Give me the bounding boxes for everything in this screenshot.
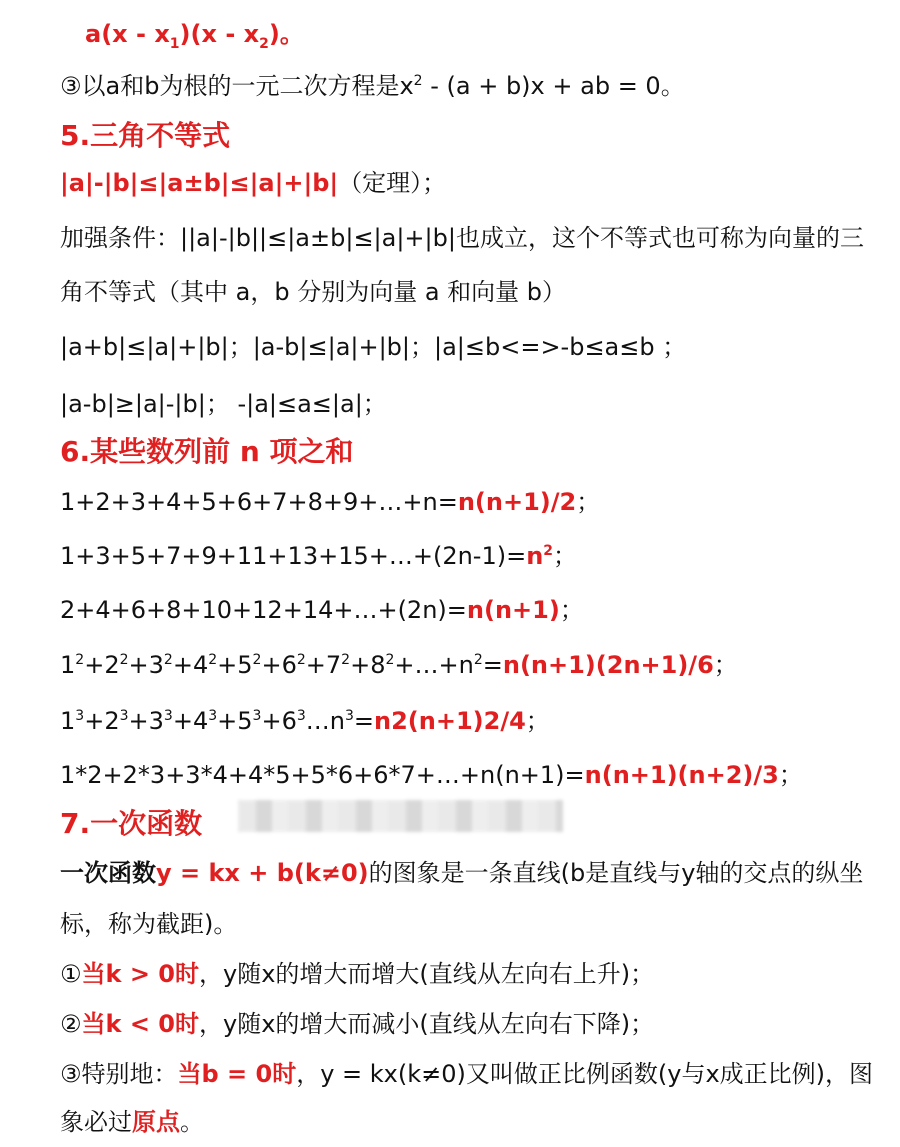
formula-factored: $a(x - x_1)(x - x_2)$。 (85, 20, 304, 52)
power-term: 2 (104, 651, 120, 679)
sum-odd: $1+3+5+7+9+11+13+15+\dots+(2n-1)=n^2$； (60, 542, 578, 570)
power-term: 5 (237, 651, 253, 679)
power-term: 6 (281, 651, 297, 679)
sum-products: 1*2+2*3+3*4+4*5+5*6+6*7+…+n(n+1)=n(n+1)(n+2)/3； (60, 761, 803, 789)
power-term: 1 (60, 707, 76, 735)
k-positive-rule: ①当k > 0时，y随x的增大而增大(直线从左向右上升)； (60, 960, 655, 988)
roots-equation-line: ③以a和b为根的一元二次方程是$x^2 - (a + b)x$ + ab = 0。 (60, 72, 685, 100)
power-term: 3 (148, 707, 164, 735)
strengthened-condition-line2: 角不等式（其中 a，b 分别为向量 a 和向量 b） (60, 278, 567, 306)
sum-even: 2+4+6+8+10+12+14+…+(2n)=n(n+1)； (60, 596, 584, 624)
inequality-list-1: |a+b|≤|a|+|b|；|a-b|≤|a|+|b|；|a|≤b<=>-b≤a≤b ； (60, 333, 687, 361)
section-6-title: 6.某些数列前 n 项之和 (60, 435, 354, 468)
power-term: 5 (237, 707, 253, 735)
proportional-function-rule: ③特别地：当b = 0时，y = kx(k≠0)又叫做正比例函数(y与x成正比例)，图 (60, 1060, 874, 1088)
strengthened-condition-line1: 加强条件：||a|-|b||≤|a±b|≤|a|+|b|也成立，这个不等式也可称为向量的三 (60, 224, 864, 252)
intercept-note: 标，称为截距)。 (60, 910, 238, 938)
power-term: 3 (148, 651, 164, 679)
section-5-title: 5.三角不等式 (60, 119, 231, 152)
triangle-inequality-theorem: |a|-|b|≤|a±b|≤|a|+|b|（定理）； (60, 169, 447, 197)
sum-natural: 1+2+3+4+5+6+7+8+9+…+n=n(n+1)/2； (60, 488, 601, 516)
sum-squares: $1^2+2^2+3^2+4^2+5^2+6^2+7^2+8^2+\dots+n^2=n(n+1)(2n+1)/6$； (60, 651, 738, 679)
inequality-list-2: |a-b|≥|a|-|b|； -|a|≤a≤|a|； (60, 390, 387, 418)
blurred-watermark (238, 800, 563, 832)
power-term: 4 (192, 707, 209, 735)
power-term: 1 (60, 651, 76, 679)
passes-origin-note: 象必过原点。 (60, 1108, 204, 1136)
power-term: 2 (104, 707, 120, 735)
sum-cubes: $1^3+2^3+3^3+4^3+5^3+6^3\dots n^3=n2(n+1)2/4$； (60, 707, 550, 735)
k-negative-rule: ②当k < 0时，y随x的增大而减小(直线从左向右下降)； (60, 1010, 655, 1038)
linear-function-definition: 一次函数y = kx + b(k≠0)的图象是一条直线(b是直线与y轴的交点的纵坐 (60, 859, 864, 887)
power-term: 4 (192, 651, 209, 679)
section-7-title: 7.一次函数 (60, 807, 203, 840)
power-term: …n (305, 707, 345, 735)
power-term: … (414, 651, 439, 679)
power-term: 7 (325, 651, 342, 679)
power-term: n (458, 651, 474, 679)
power-term: 8 (370, 651, 386, 679)
power-term: 6 (281, 707, 297, 735)
